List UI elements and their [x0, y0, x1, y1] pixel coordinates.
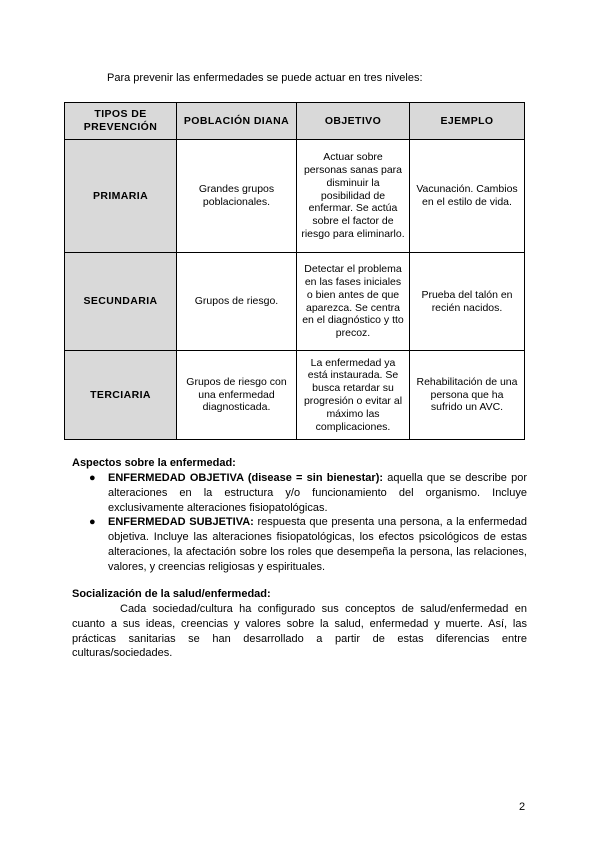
row-type-cell: TERCIARIA	[65, 351, 177, 440]
term-label: ENFERMEDAD SUBJETIVA:	[108, 516, 254, 529]
table-header-row	[65, 103, 525, 140]
term-description: aquella que se describe por alteraciones en la estructura y/o funcionamiento del organismo. Incluye exclusivamente alteraciones fisiopatológicas.	[108, 471, 527, 514]
header-poblacion: POBLACIÓN DIANA	[177, 103, 297, 140]
table-row	[65, 140, 525, 253]
term-label: ENFERMEDAD OBJETIVA (disease = sin bienestar):	[108, 471, 384, 484]
population-cell: Grupos de riesgo.	[177, 253, 297, 351]
example-cell: Rehabilitación de una persona que ha sufrido un AVC.	[410, 351, 525, 440]
header-ejemplo: EJEMPLO	[410, 103, 525, 140]
example-cell: Vacunación. Cambios en el estilo de vida.	[410, 140, 525, 253]
term-description: respuesta que presenta una persona, a la enfermedad objetiva. Incluye las alteraciones fisiopatológicas, los efectos psicológicos de estas alteraciones, la afectación sobre los roles que desempeña la persona, las relaciones, valores, y creencias religiosas y espirituales.	[108, 516, 527, 573]
header-tipos: TIPOS DE PREVENCIÓN	[65, 103, 177, 140]
socializacion-section	[72, 587, 527, 661]
objective-cell: Detectar el problema en las fases iniciales o bien antes de que aparezca. Se centra en el diagnóstico y tto precoz.	[297, 253, 410, 351]
prevention-table	[64, 102, 525, 440]
list-item	[72, 515, 527, 574]
example-cell: Prueba del talón en recién nacidos.	[410, 253, 525, 351]
objective-cell: Actuar sobre personas sanas para disminuir la posibilidad de enfermar. Se actúa sobre el factor de riesgo para eliminarlo.	[297, 140, 410, 253]
list-item	[72, 471, 527, 516]
socializacion-paragraph: Cada sociedad/cultura ha configurado sus conceptos de salud/enfermedad en cuanto a sus ideas, creencias y valores sobre la salud, enfermedad y muerte. Así, las prácticas sanitarias se han desarrollado a partir de estas diferencias entre culturas/sociedades.	[72, 602, 527, 660]
objective-cell: La enfermedad ya está instaurada. Se busca retardar su progresión o evitar al máximo las complicaciones.	[297, 351, 410, 440]
population-cell: Grandes grupos poblacionales.	[177, 140, 297, 253]
table-row	[65, 253, 525, 351]
aspectos-section	[72, 456, 527, 575]
aspectos-title: Aspectos sobre la enfermedad:	[72, 457, 236, 469]
socializacion-title: Socialización de la salud/enfermedad:	[72, 588, 271, 600]
table-row	[65, 351, 525, 440]
bullet-icon: ●	[89, 516, 96, 529]
aspectos-list	[72, 471, 527, 575]
intro-text: Para prevenir las enfermedades se puede actuar en tres niveles:	[107, 72, 423, 84]
header-objetivo: OBJETIVO	[297, 103, 410, 140]
page-number: 2	[519, 801, 526, 813]
row-type-cell: SECUNDARIA	[65, 253, 177, 351]
row-type-cell: PRIMARIA	[65, 140, 177, 253]
bullet-icon: ●	[89, 471, 96, 484]
population-cell: Grupos de riesgo con una enfermedad diagnosticada.	[177, 351, 297, 440]
